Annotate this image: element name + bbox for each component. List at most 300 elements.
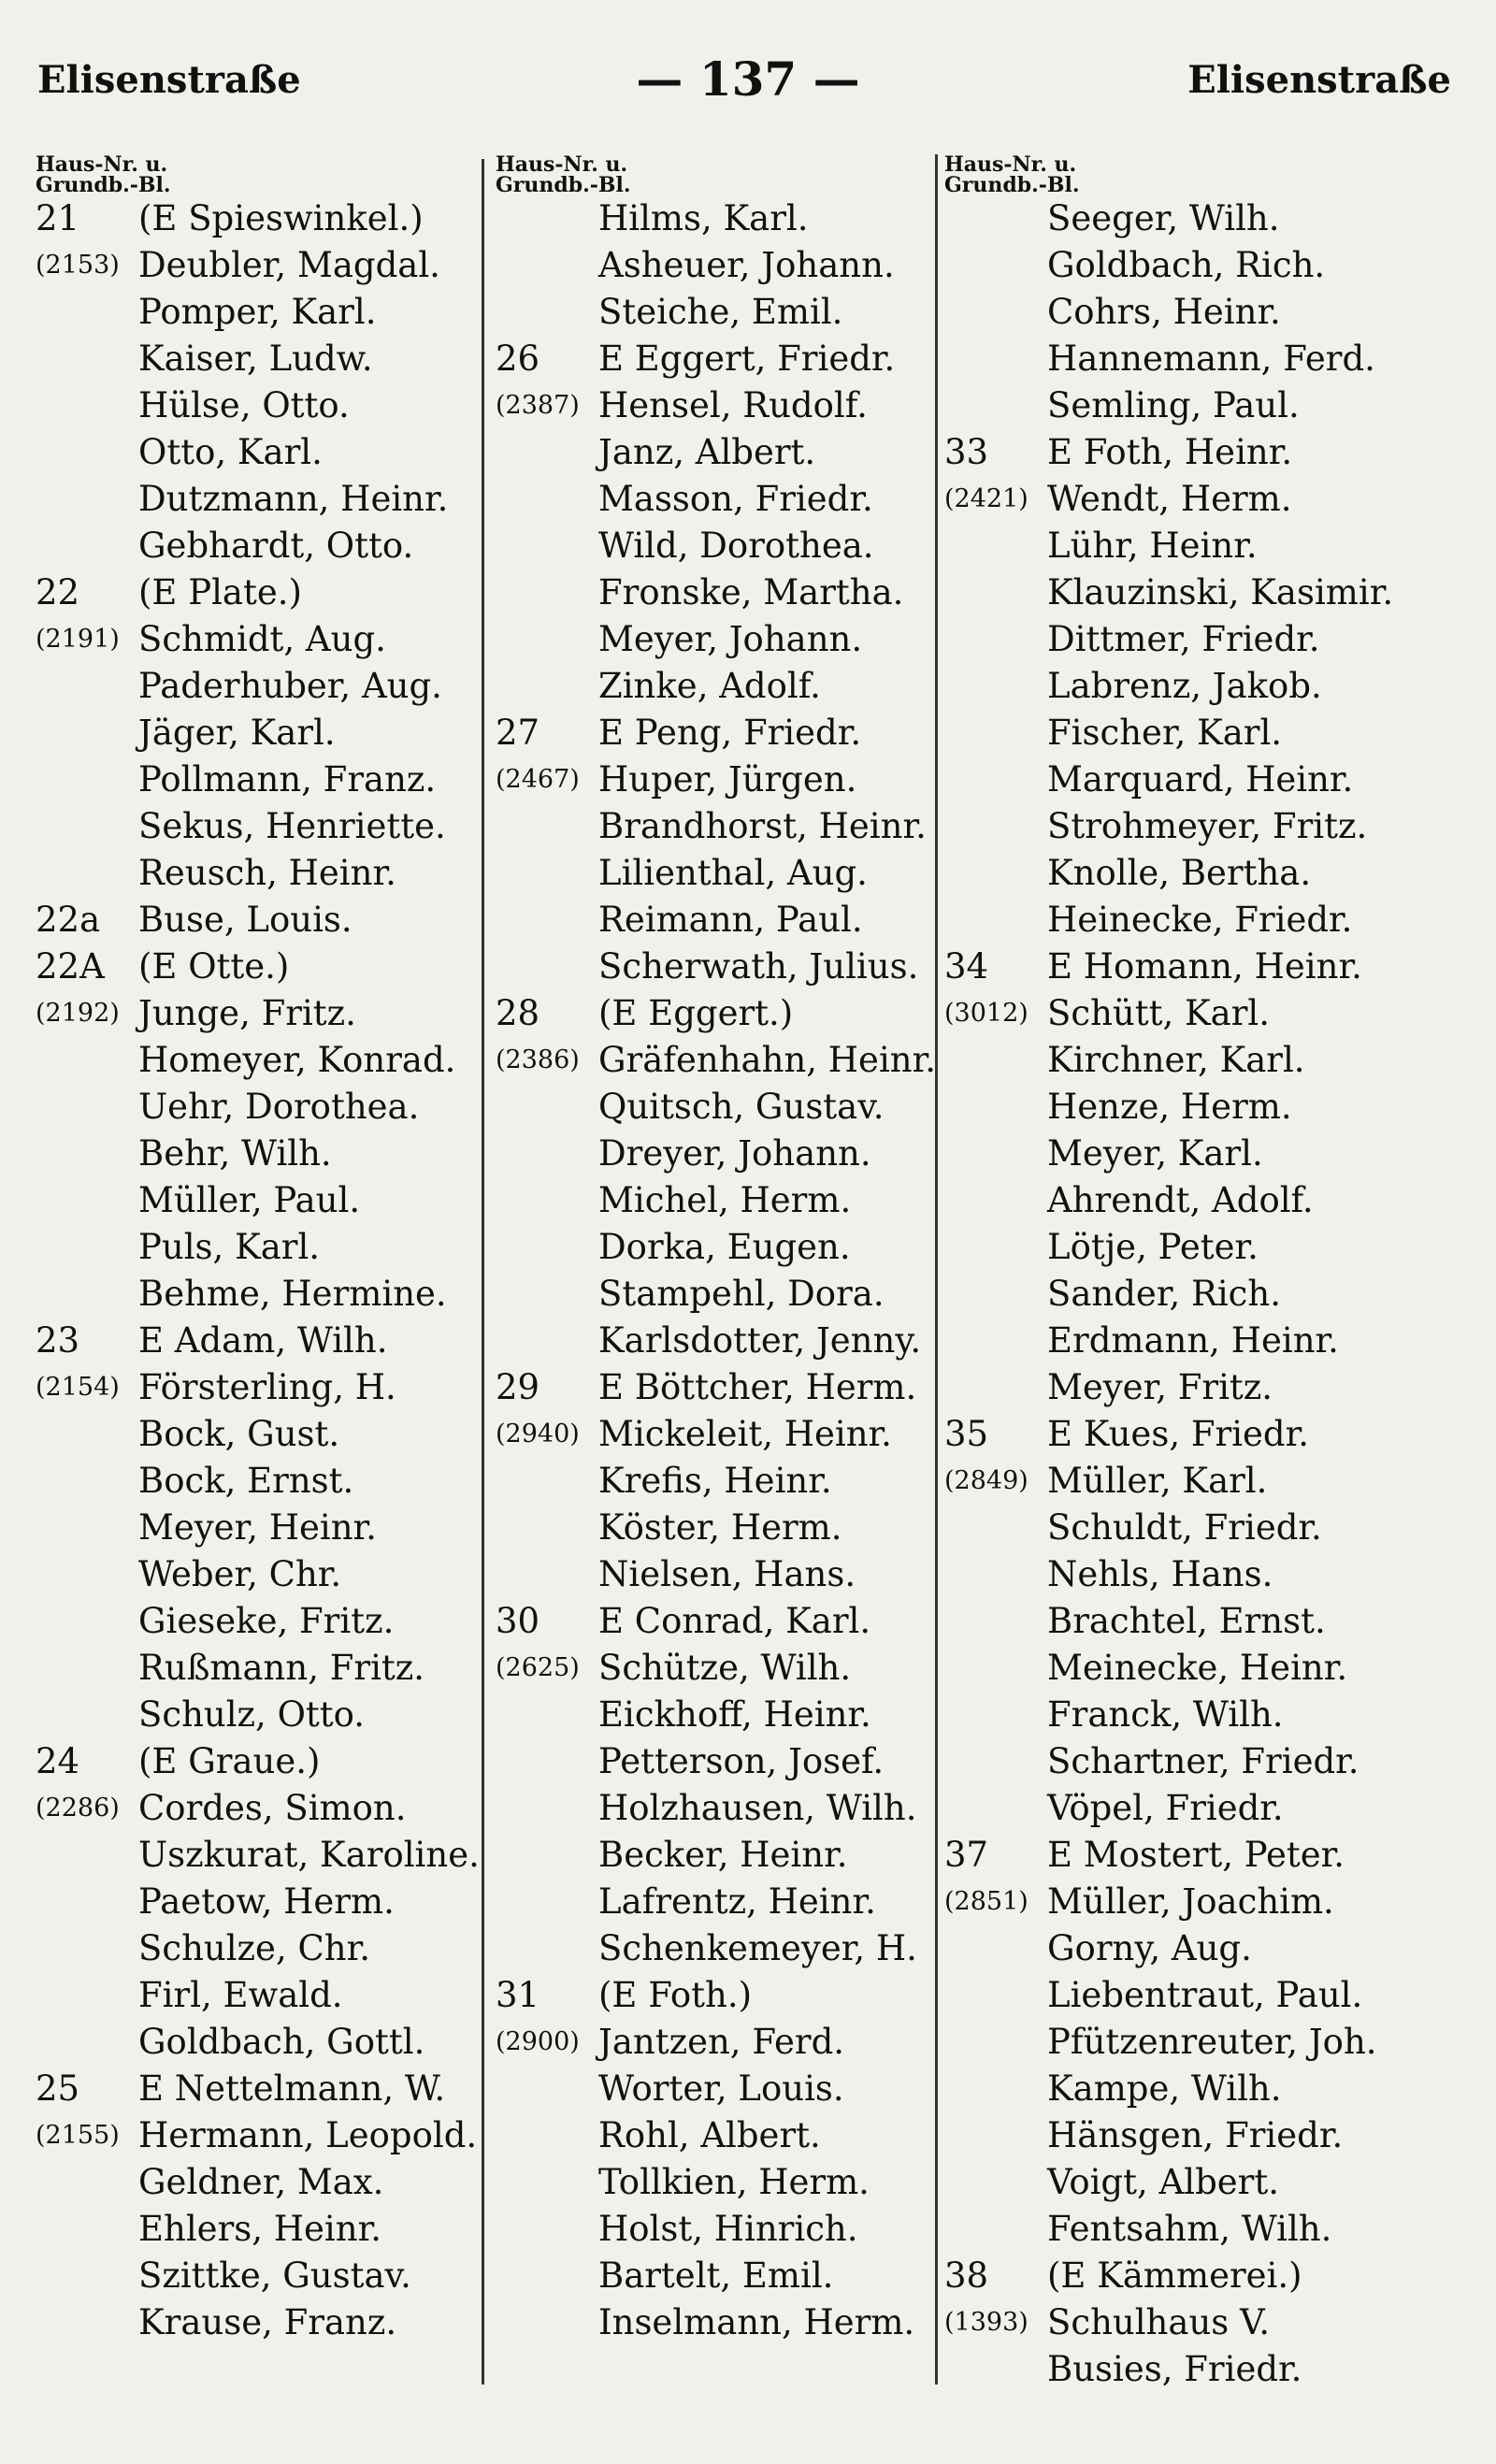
directory-entry <box>496 1738 944 1785</box>
resident-name: Müller, Paul. <box>138 1180 361 1220</box>
directory-entry <box>944 1271 1393 1318</box>
resident-name: Schulz, Otto. <box>138 1694 366 1735</box>
resident-name: E Eggert, Friedr. <box>598 339 896 379</box>
house-number: 35 <box>944 1414 989 1454</box>
directory-entry <box>36 663 484 710</box>
resident-name: Otto, Karl. <box>138 432 323 472</box>
resident-name: Bock, Gust. <box>138 1414 340 1454</box>
directory-entry <box>36 1177 484 1224</box>
house-number: 28 <box>496 993 540 1033</box>
directory-entry <box>36 1505 484 1551</box>
directory-entry <box>36 476 484 523</box>
directory-entry <box>496 242 944 289</box>
directory-entry <box>944 195 1393 242</box>
resident-name: Michel, Herm. <box>598 1180 852 1220</box>
directory-entry <box>36 803 484 850</box>
resident-name: Becker, Heinr. <box>598 1835 848 1875</box>
resident-name: Goldbach, Gottl. <box>138 2022 425 2062</box>
resident-name: Stampehl, Dora. <box>598 1274 885 1314</box>
directory-entry <box>944 1551 1393 1598</box>
directory-entry <box>36 2206 484 2253</box>
directory-entry <box>944 2253 1393 2299</box>
resident-name: Voigt, Albert. <box>1047 2162 1279 2202</box>
resident-name: Kirchner, Karl. <box>1047 1040 1305 1080</box>
directory-entry <box>496 710 944 756</box>
directory-entry <box>944 523 1393 569</box>
resident-name: Meyer, Heinr. <box>138 1507 377 1548</box>
directory-entry <box>496 2019 944 2066</box>
column-head-line-1: Haus-Nr. u. <box>496 152 628 177</box>
directory-entry <box>496 1645 944 1692</box>
directory-entry <box>36 1645 484 1692</box>
house-number: 29 <box>496 1367 540 1407</box>
column-head-line-2: Grundb.-Bl. <box>36 173 171 197</box>
directory-entry <box>496 2206 944 2253</box>
directory-entry <box>496 1364 944 1411</box>
land-register-number: (2153) <box>36 251 120 280</box>
directory-entry <box>36 523 484 569</box>
resident-name: Rußmann, Fritz. <box>138 1648 425 1688</box>
directory-entry <box>944 1505 1393 1551</box>
resident-name: Nielsen, Hans. <box>598 1554 856 1594</box>
resident-name: Karlsdotter, Jenny. <box>598 1320 922 1361</box>
directory-entry <box>36 242 484 289</box>
running-header-left: Elisenstraße <box>37 58 301 102</box>
resident-name: Kaiser, Ludw. <box>138 339 373 379</box>
resident-name: Köster, Herm. <box>598 1507 842 1548</box>
directory-entry <box>496 803 944 850</box>
land-register-number: (2940) <box>496 1419 580 1448</box>
resident-name: E Foth, Heinr. <box>1047 432 1293 472</box>
resident-name: E Böttcher, Herm. <box>598 1367 917 1407</box>
directory-entry <box>36 710 484 756</box>
land-register-number: (2900) <box>496 2027 580 2056</box>
directory-entry <box>36 1411 484 1458</box>
directory-entry <box>944 756 1393 803</box>
resident-name: (E Graue.) <box>138 1741 321 1781</box>
resident-name: Sekus, Henriette. <box>138 806 446 846</box>
resident-name: Brandhorst, Heinr. <box>598 806 927 846</box>
house-number: 24 <box>36 1741 80 1781</box>
house-number: 22a <box>36 900 101 940</box>
directory-entry <box>36 850 484 897</box>
resident-name: Deubler, Magdal. <box>138 245 440 285</box>
column-head-line-1: Haus-Nr. u. <box>944 152 1077 177</box>
house-number: 37 <box>944 1835 989 1875</box>
directory-entry <box>496 1318 944 1364</box>
directory-entry <box>944 2346 1393 2393</box>
directory-entry <box>36 1692 484 1738</box>
directory-entry <box>944 2299 1393 2346</box>
resident-name: Asheuer, Johann. <box>598 245 895 285</box>
resident-name: Reusch, Heinr. <box>138 853 396 893</box>
resident-name: Müller, Karl. <box>1047 1461 1268 1501</box>
resident-name: (E Kämmerei.) <box>1047 2255 1302 2296</box>
directory-entry <box>36 2066 484 2112</box>
resident-name: Uszkurat, Karoline. <box>138 1835 480 1875</box>
directory-entry <box>36 944 484 990</box>
resident-name: Klauzinski, Kasimir. <box>1047 572 1394 612</box>
resident-name: (E Spieswinkel.) <box>138 198 424 238</box>
directory-entry <box>944 1037 1393 1084</box>
directory-entry <box>496 2066 944 2112</box>
directory-entry <box>496 616 944 663</box>
resident-name: Janz, Albert. <box>598 432 816 472</box>
land-register-number: (2286) <box>36 1794 120 1823</box>
directory-entry <box>496 523 944 569</box>
directory-entry <box>36 429 484 476</box>
directory-entry <box>496 1832 944 1879</box>
land-register-number: (2154) <box>36 1373 120 1402</box>
directory-entry <box>496 1271 944 1318</box>
resident-name: Fischer, Karl. <box>1047 713 1283 753</box>
resident-name: Schulhaus V. <box>1047 2302 1271 2342</box>
directory-entry <box>496 336 944 382</box>
directory-entry <box>496 1879 944 1925</box>
directory-entry <box>36 195 484 242</box>
directory-entry <box>496 2299 944 2346</box>
directory-entry <box>36 1458 484 1505</box>
resident-name: Wendt, Herm. <box>1047 479 1292 519</box>
directory-entry <box>944 1318 1393 1364</box>
resident-name: Schuldt, Friedr. <box>1047 1507 1322 1548</box>
resident-name: Dittmer, Friedr. <box>1047 619 1320 659</box>
directory-entry <box>944 803 1393 850</box>
resident-name: Masson, Friedr. <box>598 479 873 519</box>
directory-entry <box>944 1925 1393 1972</box>
resident-name: Hannemann, Ferd. <box>1047 339 1375 379</box>
resident-name: Knolle, Bertha. <box>1047 853 1312 893</box>
directory-entry <box>944 616 1393 663</box>
directory-entry <box>944 897 1393 944</box>
resident-name: Weber, Chr. <box>138 1554 342 1594</box>
directory-entry <box>944 1131 1393 1177</box>
resident-name: Fentsahm, Wilh. <box>1047 2209 1332 2249</box>
resident-name: E Homann, Heinr. <box>1047 946 1362 987</box>
directory-entry <box>36 382 484 429</box>
resident-name: Mickeleit, Heinr. <box>598 1414 892 1454</box>
directory-entry <box>944 1411 1393 1458</box>
resident-name: Firl, Ewald. <box>138 1975 343 2015</box>
resident-name: Ehlers, Heinr. <box>138 2209 381 2249</box>
directory-entry <box>496 990 944 1037</box>
directory-entry <box>496 195 944 242</box>
resident-name: Petterson, Josef. <box>598 1741 885 1781</box>
resident-name: Henze, Herm. <box>1047 1087 1292 1127</box>
resident-name: Lühr, Heinr. <box>1047 526 1258 566</box>
resident-name: Cordes, Simon. <box>138 1788 407 1828</box>
resident-name: E Adam, Wilh. <box>138 1320 388 1361</box>
resident-name: Dutzmann, Heinr. <box>138 479 449 519</box>
directory-entry <box>944 2112 1393 2159</box>
directory-entry <box>496 1131 944 1177</box>
resident-name: Liebentraut, Paul. <box>1047 1975 1363 2015</box>
directory-entry <box>944 1879 1393 1925</box>
directory-entry <box>36 569 484 616</box>
directory-entry <box>496 569 944 616</box>
house-number: 26 <box>496 339 540 379</box>
resident-name: Homeyer, Konrad. <box>138 1040 456 1080</box>
land-register-number: (2849) <box>944 1466 1028 1495</box>
directory-entry <box>944 1598 1393 1645</box>
land-register-number: (2386) <box>496 1045 580 1074</box>
resident-name: Ahrendt, Adolf. <box>1047 1180 1314 1220</box>
directory-entry <box>36 1598 484 1645</box>
resident-name: Meyer, Fritz. <box>1047 1367 1273 1407</box>
resident-name: (E Eggert.) <box>598 993 794 1033</box>
running-header-right: Elisenstraße <box>1187 58 1451 102</box>
resident-name: Nehls, Hans. <box>1047 1554 1273 1594</box>
directory-entry <box>944 569 1393 616</box>
directory-entry <box>944 1972 1393 2019</box>
resident-name: Seeger, Wilh. <box>1047 198 1280 238</box>
directory-entry <box>496 1505 944 1551</box>
directory-entry <box>36 2299 484 2346</box>
directory-entry <box>36 336 484 382</box>
directory-entry <box>36 1925 484 1972</box>
directory-entry <box>36 616 484 663</box>
resident-name: Gebhardt, Otto. <box>138 526 414 566</box>
directory-entry <box>944 850 1393 897</box>
resident-name: Wild, Dorothea. <box>598 526 874 566</box>
directory-entry <box>496 289 944 336</box>
resident-name: Heinecke, Friedr. <box>1047 900 1353 940</box>
resident-name: Meyer, Karl. <box>1047 1133 1263 1174</box>
directory-entry <box>36 1832 484 1879</box>
directory-entry <box>944 2019 1393 2066</box>
resident-name: Kampe, Wilh. <box>1047 2068 1282 2109</box>
resident-name: E Kues, Friedr. <box>1047 1414 1309 1454</box>
resident-name: Jäger, Karl. <box>138 713 336 753</box>
directory-entry <box>496 1411 944 1458</box>
directory-entry <box>944 289 1393 336</box>
directory-entry <box>944 990 1393 1037</box>
resident-name: Inselmann, Herm. <box>598 2302 915 2342</box>
resident-name: Dorka, Eugen. <box>598 1227 851 1267</box>
resident-name: Erdmann, Heinr. <box>1047 1320 1339 1361</box>
directory-column-2 <box>496 154 944 2346</box>
resident-name: E Mostert, Peter. <box>1047 1835 1345 1875</box>
resident-name: Brachtel, Ernst. <box>1047 1601 1326 1641</box>
house-number: 22A <box>36 946 105 987</box>
directory-entry <box>944 2066 1393 2112</box>
resident-name: Paetow, Herm. <box>138 1881 395 1922</box>
resident-name: Szittke, Gustav. <box>138 2255 411 2296</box>
resident-name: (E Otte.) <box>138 946 290 987</box>
directory-entry <box>944 1645 1393 1692</box>
land-register-number: (2191) <box>36 625 120 654</box>
resident-name: Hülse, Otto. <box>138 385 350 425</box>
directory-entry <box>944 1177 1393 1224</box>
house-number: 31 <box>496 1975 540 2015</box>
directory-entry <box>36 1364 484 1411</box>
resident-name: Pollmann, Franz. <box>138 759 437 800</box>
resident-name: Gieseke, Fritz. <box>138 1601 395 1641</box>
directory-entry <box>36 1972 484 2019</box>
directory-entry <box>496 2159 944 2206</box>
resident-name: Försterling, H. <box>138 1367 396 1407</box>
resident-name: Hänsgen, Friedr. <box>1047 2115 1344 2155</box>
resident-name: Lötje, Peter. <box>1047 1227 1259 1267</box>
resident-name: Schmidt, Aug. <box>138 619 386 659</box>
resident-name: Marquard, Heinr. <box>1047 759 1354 800</box>
land-register-number: (2387) <box>496 391 580 420</box>
resident-name: Lafrentz, Heinr. <box>598 1881 876 1922</box>
resident-name: Reimann, Paul. <box>598 900 863 940</box>
directory-entry <box>496 1785 944 1832</box>
directory-entry <box>944 1458 1393 1505</box>
resident-name: Behr, Wilh. <box>138 1133 332 1174</box>
directory-entry <box>496 756 944 803</box>
resident-name: Sander, Rich. <box>1047 1274 1281 1314</box>
resident-name: Gräfenhahn, Heinr. <box>598 1040 937 1080</box>
directory-entry <box>496 944 944 990</box>
house-number: 27 <box>496 713 540 753</box>
house-number: 30 <box>496 1601 540 1641</box>
resident-name: Hermann, Leopold. <box>138 2115 478 2155</box>
resident-name: Holzhausen, Wilh. <box>598 1788 917 1828</box>
land-register-number: (3012) <box>944 999 1028 1028</box>
resident-name: Huper, Jürgen. <box>598 759 857 800</box>
resident-name: Bartelt, Emil. <box>598 2255 834 2296</box>
directory-entry <box>496 1598 944 1645</box>
resident-name: Puls, Karl. <box>138 1227 321 1267</box>
directory-entry <box>944 1785 1393 1832</box>
resident-name: Fronske, Martha. <box>598 572 904 612</box>
resident-name: Rohl, Albert. <box>598 2115 821 2155</box>
directory-entry <box>496 2253 944 2299</box>
land-register-number: (2421) <box>944 484 1028 513</box>
directory-entry <box>944 1832 1393 1879</box>
house-number: 23 <box>36 1320 80 1361</box>
land-register-number: (2192) <box>36 999 120 1028</box>
resident-name: Geldner, Max. <box>138 2162 384 2202</box>
resident-name: Vöpel, Friedr. <box>1047 1788 1284 1828</box>
directory-entry <box>496 1692 944 1738</box>
column-head-line-1: Haus-Nr. u. <box>36 152 168 177</box>
directory-entry <box>36 1037 484 1084</box>
resident-name: E Peng, Friedr. <box>598 713 862 753</box>
directory-entry <box>496 1925 944 1972</box>
directory-entry <box>36 2019 484 2066</box>
directory-entry <box>36 2159 484 2206</box>
resident-name: Scherwath, Julius. <box>598 946 919 987</box>
directory-entry <box>496 1084 944 1131</box>
house-number: 21 <box>36 198 80 238</box>
directory-entry <box>496 1551 944 1598</box>
resident-name: Jantzen, Ferd. <box>598 2022 845 2062</box>
resident-name: Uehr, Dorothea. <box>138 1087 420 1127</box>
directory-entry <box>944 2159 1393 2206</box>
resident-name: Gorny, Aug. <box>1047 1928 1252 1968</box>
resident-name: Krefis, Heinr. <box>598 1461 832 1501</box>
directory-entry <box>496 429 944 476</box>
directory-entry <box>496 1458 944 1505</box>
resident-name: Worter, Louis. <box>598 2068 844 2109</box>
directory-entry <box>944 429 1393 476</box>
resident-name: Cohrs, Heinr. <box>1047 292 1281 332</box>
resident-name: Hilms, Karl. <box>598 198 809 238</box>
directory-entry <box>944 1224 1393 1271</box>
resident-name: Labrenz, Jakob. <box>1047 666 1322 706</box>
directory-entry <box>496 897 944 944</box>
resident-name: Quitsch, Gustav. <box>598 1087 885 1127</box>
resident-name: Bock, Ernst. <box>138 1461 354 1501</box>
directory-entry <box>496 850 944 897</box>
resident-name: (E Foth.) <box>598 1975 753 2015</box>
resident-name: Pomper, Karl. <box>138 292 377 332</box>
resident-name: Steiche, Emil. <box>598 292 843 332</box>
directory-column-3 <box>944 154 1393 2393</box>
directory-entry <box>36 1271 484 1318</box>
resident-name: Zinke, Adolf. <box>598 666 821 706</box>
resident-name: Behme, Hermine. <box>138 1274 447 1314</box>
resident-name: Holst, Hinrich. <box>598 2209 858 2249</box>
resident-name: E Nettelmann, W. <box>138 2068 446 2109</box>
resident-name: Schartner, Friedr. <box>1047 1741 1359 1781</box>
directory-entry <box>36 2253 484 2299</box>
land-register-number: (1393) <box>944 2308 1028 2337</box>
resident-name: Müller, Joachim. <box>1047 1881 1334 1922</box>
resident-name: Paderhuber, Aug. <box>138 666 442 706</box>
directory-entry <box>36 1084 484 1131</box>
directory-entry <box>36 1785 484 1832</box>
directory-entry <box>944 1692 1393 1738</box>
directory-entry <box>944 1084 1393 1131</box>
resident-name: Semling, Paul. <box>1047 385 1300 425</box>
directory-entry <box>36 897 484 944</box>
directory-entry <box>944 944 1393 990</box>
house-number: 33 <box>944 432 989 472</box>
resident-name: Pfützenreuter, Joh. <box>1047 2022 1377 2062</box>
resident-name: Schütt, Karl. <box>1047 993 1270 1033</box>
land-register-number: (2851) <box>944 1887 1028 1916</box>
directory-entry <box>496 476 944 523</box>
directory-entry <box>496 1037 944 1084</box>
resident-name: Franck, Wilh. <box>1047 1694 1284 1735</box>
directory-entry <box>36 1551 484 1598</box>
directory-entry <box>36 756 484 803</box>
directory-entry <box>496 1972 944 2019</box>
directory-entry <box>944 476 1393 523</box>
directory-entry <box>36 289 484 336</box>
directory-entry <box>944 2206 1393 2253</box>
resident-name: Meinecke, Heinr. <box>1047 1648 1348 1688</box>
directory-entry <box>36 2112 484 2159</box>
resident-name: Goldbach, Rich. <box>1047 245 1326 285</box>
directory-entry <box>944 710 1393 756</box>
resident-name: Busies, Friedr. <box>1047 2349 1302 2389</box>
resident-name: Dreyer, Johann. <box>598 1133 871 1174</box>
directory-entry <box>36 1318 484 1364</box>
house-number: 25 <box>36 2068 80 2109</box>
resident-name: Meyer, Johann. <box>598 619 863 659</box>
resident-name: (E Plate.) <box>138 572 302 612</box>
resident-name: Schütze, Wilh. <box>598 1648 852 1688</box>
resident-name: Junge, Fritz. <box>138 993 356 1033</box>
directory-entry <box>36 1879 484 1925</box>
directory-entry <box>944 1364 1393 1411</box>
directory-entry <box>36 990 484 1037</box>
directory-entry <box>496 1224 944 1271</box>
land-register-number: (2625) <box>496 1653 580 1682</box>
resident-name: Buse, Louis. <box>138 900 352 940</box>
house-number: 34 <box>944 946 989 987</box>
directory-entry <box>496 663 944 710</box>
directory-entry <box>36 1224 484 1271</box>
page-number: — 137 — <box>636 51 860 107</box>
directory-entry <box>944 382 1393 429</box>
